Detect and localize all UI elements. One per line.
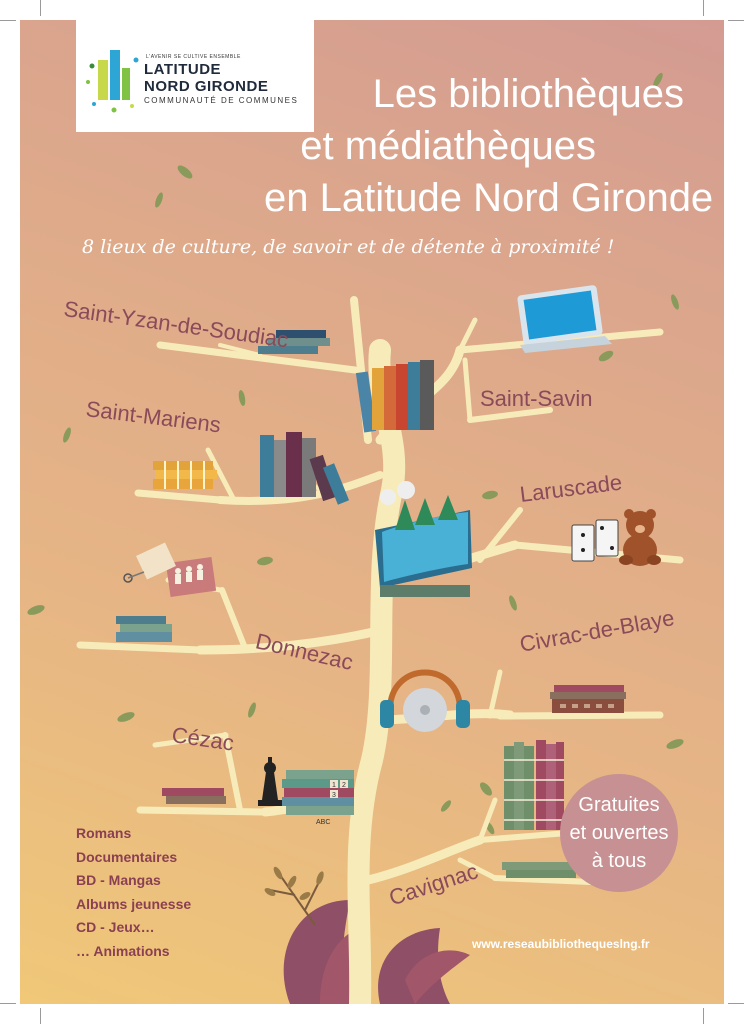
popup-book-illustration [375, 481, 472, 597]
crop-mark [0, 20, 16, 21]
poster [20, 20, 724, 1004]
book-stack-civrac [550, 685, 626, 713]
crop-mark [40, 1008, 41, 1024]
place-civrac: Civrac-de-Blaye [517, 605, 677, 657]
place-saint-yzan: Saint-Yzan-de-Soudiac [62, 296, 290, 353]
tagline: 8 lieux de culture, de savoir et de détente à proximité ! [82, 236, 615, 258]
place-cavignac: Cavignac [385, 858, 481, 911]
place-laruscade: Laruscade [518, 469, 624, 507]
types-list [76, 822, 191, 963]
paper-cutout-illustration [124, 542, 216, 597]
book-row-center-top [356, 360, 434, 433]
badge-line-1: Gratuites [578, 794, 660, 816]
crop-mark [703, 0, 704, 16]
badge-line-2: et ouvertes [569, 822, 669, 844]
list-item: … Animations [76, 942, 170, 959]
book-stack-cezac [162, 770, 354, 826]
badge-line-3: à tous [591, 850, 647, 872]
website-link[interactable]: www.reseaubibliothequeslng.fr [472, 937, 650, 951]
free-access-badge [560, 774, 678, 892]
book-stack-donnezac [116, 616, 172, 642]
headphones-cd-illustration [380, 673, 470, 733]
logo-text-line1: LATITUDE [144, 61, 222, 78]
logo-tagline: L'AVENIR SE CULTIVE ENSEMBLE [146, 54, 241, 60]
book-label-abc: ABC [316, 819, 331, 826]
list-item: Documentaires [76, 848, 178, 865]
laptop-illustration [517, 285, 612, 353]
logo-text-line3: COMMUNAUTÉ DE COMMUNES [144, 96, 299, 105]
logo-text-line2: NORD GIRONDE [144, 78, 269, 95]
book-label-2: 2 [342, 782, 346, 789]
list-item: Albums jeunesse [76, 895, 192, 912]
place-donnezac: Donnezac [253, 628, 356, 675]
page-title [264, 68, 714, 224]
title-line-1: Les bibliothèques [372, 72, 684, 116]
logo-mark-icon [84, 42, 144, 122]
list-item: BD - Mangas [76, 872, 161, 888]
title-line-2: et médiathèques [300, 124, 596, 168]
bush-right [378, 928, 470, 1004]
chess-piece-icon [258, 757, 282, 806]
place-saint-mariens: Saint-Mariens [84, 396, 223, 438]
crop-mark [703, 1008, 704, 1024]
title-line-3: en Latitude Nord Gironde [264, 176, 714, 220]
book-label-1: 1 [332, 782, 336, 789]
crop-mark [40, 0, 41, 16]
teddy-bear-illustration [619, 509, 661, 566]
book-row-saint-mariens [260, 432, 349, 505]
book-label-3: 3 [332, 792, 336, 799]
place-saint-savin: Saint-Savin [480, 386, 593, 411]
place-cezac: Cézac [170, 722, 236, 756]
list-item: CD - Jeux… [76, 919, 155, 935]
list-item: Romans [76, 825, 132, 841]
crop-mark [728, 20, 744, 21]
crop-mark [728, 1003, 744, 1004]
book-stack-saint-mariens [153, 461, 217, 489]
crop-mark [0, 1003, 16, 1004]
